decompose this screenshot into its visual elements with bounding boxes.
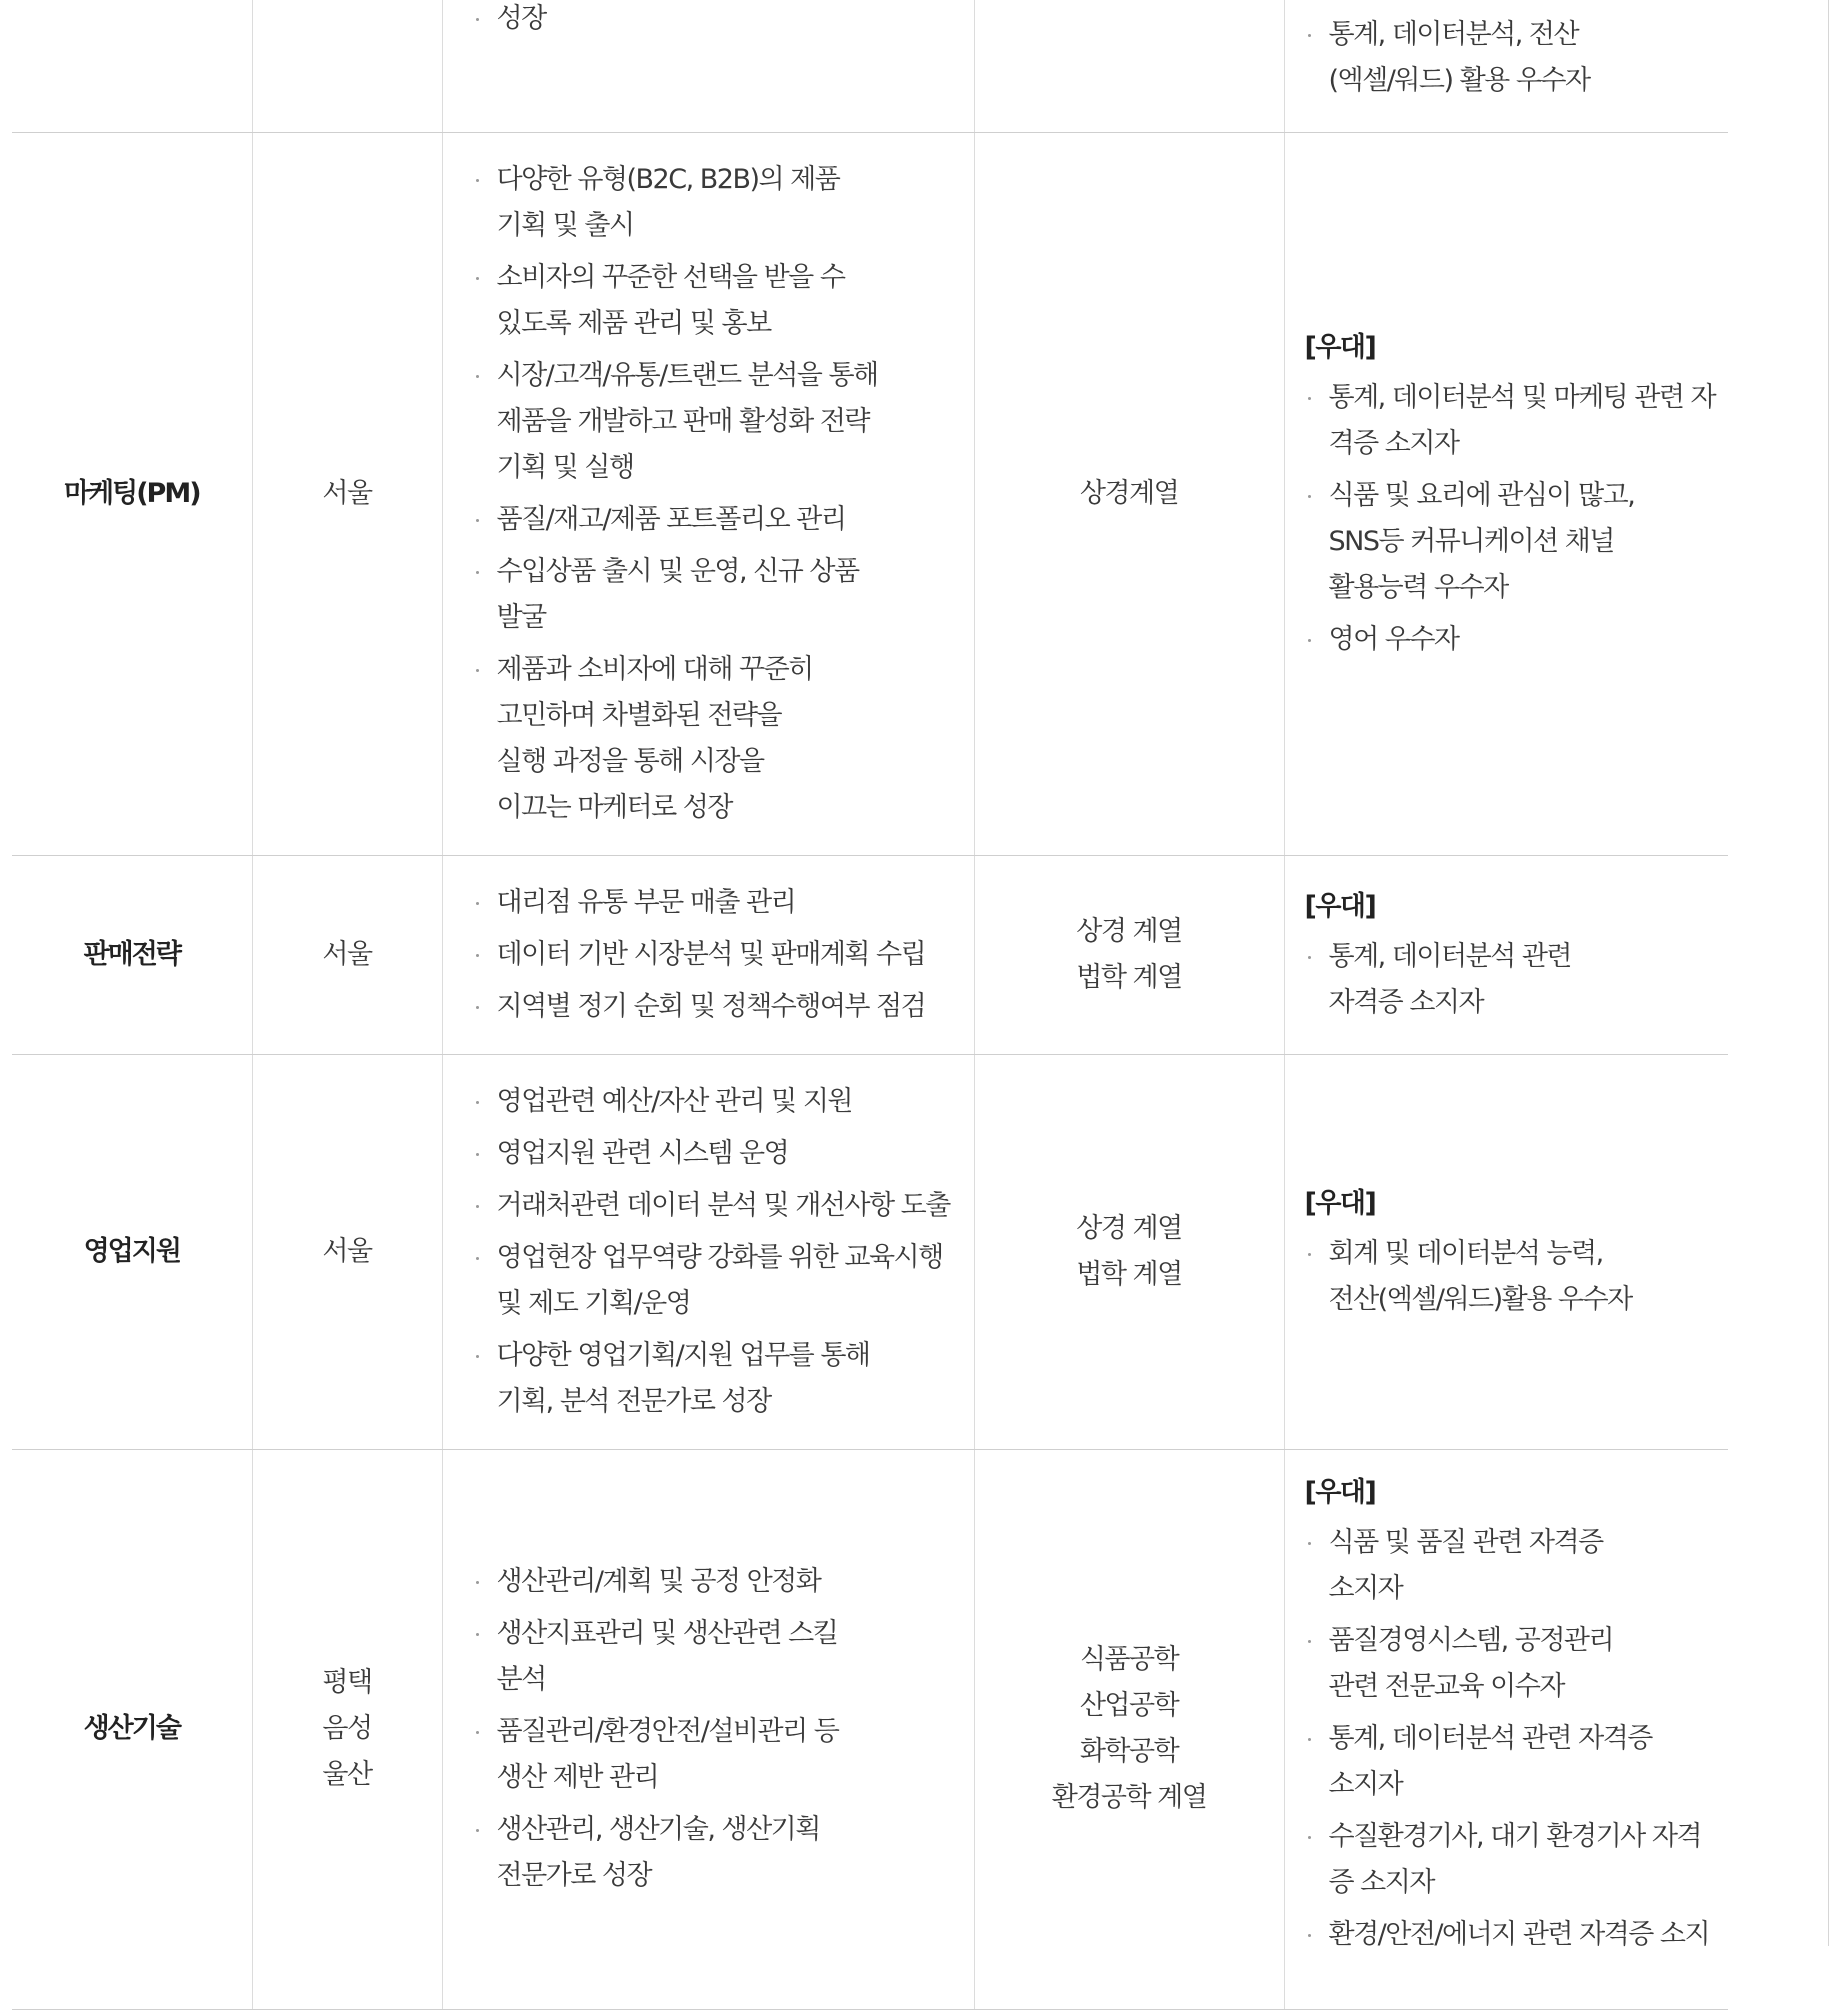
- job-title-cell: [12, 1054, 252, 1449]
- list-item-text: 생산지표관리 및 생산관련 스킬: [496, 1618, 838, 1649]
- location-cell: [252, 855, 442, 1054]
- list-item-text: 통계, 데이터분석 관련: [1328, 940, 1571, 972]
- job-title: 영업지원: [83, 1235, 180, 1267]
- list-item-text: 및 제도 기획/운영: [496, 1287, 691, 1319]
- majors-cell: [974, 1449, 1284, 2009]
- list-item: [473, 1079, 954, 1125]
- list-item-text: 영어 우수자: [1328, 623, 1459, 655]
- list-item: [473, 255, 954, 347]
- list-item: [473, 880, 954, 926]
- list-item-text: 생산관리/계획 및 공정 안정화: [496, 1566, 821, 1597]
- preferred-cell: [1284, 1449, 1728, 2009]
- preferred-title: [우대]: [1304, 331, 1376, 363]
- list-item-text: 제품을 개발하고 판매 활성화 전략: [496, 405, 869, 437]
- majors-cell: [974, 0, 1284, 132]
- list-item: [473, 497, 954, 543]
- majors-cell: [974, 132, 1284, 855]
- list-item-text: 통계, 데이터분석, 전산: [1328, 18, 1579, 50]
- preferred-cell: [1284, 0, 1728, 132]
- location-cell: [252, 0, 442, 132]
- location-text: 서울: [322, 1235, 372, 1267]
- major-text: 식품공학: [1079, 1644, 1179, 1675]
- preferred-cell: [1284, 855, 1728, 1054]
- list-item-text: 환경/안전/에너지 관련 자격증 소지: [1328, 1918, 1710, 1950]
- preferred-title: [우대]: [1304, 1476, 1376, 1508]
- list-item: [1305, 1618, 1717, 1710]
- duties-list: [473, 157, 954, 831]
- right-edge-rule: [1828, 0, 1829, 1946]
- list-item-text: 증 소지자: [1328, 1866, 1434, 1898]
- table-row: [12, 1054, 1728, 1449]
- majors-cell: [974, 1054, 1284, 1449]
- list-item: [1305, 473, 1717, 611]
- list-item: [1305, 1231, 1717, 1323]
- list-item-text: 고민하며 차별화된 전략을: [496, 699, 782, 731]
- major-text: 산업공학: [1079, 1690, 1179, 1721]
- location-text: 서울: [322, 477, 372, 509]
- list-item: [1305, 375, 1717, 467]
- list-item-text: 영업지원 관련 시스템 운영: [496, 1137, 789, 1169]
- list-item-text: 전문가로 성장: [496, 1860, 652, 1891]
- list-item: [473, 1131, 954, 1177]
- location-text: 서울: [322, 938, 372, 970]
- location-cell: [252, 132, 442, 855]
- job-title-cell: [12, 132, 252, 855]
- list-item-text: 이끄는 마케터로 성장: [496, 791, 732, 823]
- list-item-text: 회계 및 데이터분석 능력,: [1328, 1237, 1603, 1269]
- duties-cell: [442, 1449, 974, 2009]
- duties-list: [473, 880, 954, 1030]
- list-item: [473, 984, 954, 1030]
- table-row: [12, 1449, 1728, 2009]
- list-item: [1305, 1716, 1717, 1808]
- recruitment-table: [12, 0, 1728, 2010]
- job-title: 마케팅(PM): [63, 477, 200, 509]
- list-item-text: 시장/고객/유통/트랜드 분석을 통해: [496, 359, 878, 391]
- list-item: [1305, 1814, 1717, 1906]
- list-item: [473, 1611, 954, 1703]
- list-item-text: SNS등 커뮤니케이션 채널: [1328, 525, 1614, 557]
- list-item: [473, 549, 954, 641]
- list-item-text: 관련 전문교육 이수자: [1328, 1670, 1564, 1702]
- list-item: [473, 1235, 954, 1327]
- list-item-text: 데이터 기반 시장분석 및 판매계획 수립: [496, 938, 926, 970]
- location-text: 울산: [322, 1759, 372, 1790]
- list-item-text: 통계, 데이터분석 및 마케팅 관련 자: [1328, 381, 1716, 413]
- list-item-text: 기획, 분석 전문가로 성장: [496, 1385, 771, 1417]
- major-text: 상경 계열: [1076, 1212, 1182, 1244]
- list-item-text: 품질/재고/제품 포트폴리오 관리: [496, 503, 846, 535]
- duties-list: [473, 1559, 954, 1899]
- list-item-text: 생산 제반 관리: [496, 1762, 659, 1793]
- list-item-text: 기획 및 실행: [496, 451, 634, 483]
- list-item-text: 거래처관련 데이터 분석 및 개선사항 도출: [496, 1189, 950, 1221]
- list-item-text: 소지자: [1328, 1572, 1403, 1604]
- job-title-cell: [12, 0, 252, 132]
- list-item-text: 지역별 정기 순회 및 정책수행여부 점검: [496, 990, 926, 1022]
- major-text: 법학 계열: [1076, 961, 1182, 993]
- list-item-text: 영업현장 업무역량 강화를 위한 교육시행: [496, 1241, 943, 1273]
- list-item-text: 품질관리/환경안전/설비관리 등: [496, 1716, 839, 1747]
- table-row: [12, 855, 1728, 1054]
- majors-cell: [974, 855, 1284, 1054]
- preferred-list: [1305, 1520, 1717, 1958]
- preferred-list: [1305, 12, 1717, 104]
- list-item: [473, 1709, 954, 1801]
- list-item-text: 품질경영시스템, 공정관리: [1328, 1624, 1614, 1656]
- major-text: 법학 계열: [1076, 1258, 1182, 1290]
- preferred-list: [1305, 375, 1717, 663]
- list-item: [473, 1559, 954, 1605]
- list-item-text: 생산관리, 생산기술, 생산기획: [496, 1814, 820, 1845]
- preferred-cell: [1284, 132, 1728, 855]
- major-text: 화학공학: [1079, 1736, 1179, 1767]
- list-item-text: 분석: [496, 1664, 546, 1695]
- list-item-text: 식품 및 요리에 관심이 많고,: [1328, 479, 1635, 511]
- major-text: 상경계열: [1079, 477, 1179, 509]
- list-item-text: 발굴: [496, 601, 546, 633]
- list-item: [1305, 12, 1717, 104]
- list-item-text: 식품 및 품질 관련 자격증: [1328, 1526, 1603, 1558]
- preferred-cell: [1284, 1054, 1728, 1449]
- job-title: 판매전략: [83, 938, 180, 970]
- list-item: [473, 932, 954, 978]
- list-item-text: 소지자: [1328, 1768, 1403, 1800]
- list-item: [473, 157, 954, 249]
- list-item-text: (엑셀/워드) 활용 우수자: [1328, 64, 1590, 96]
- duties-cell: [442, 855, 974, 1054]
- list-item: [473, 1333, 954, 1425]
- duties-cell: [442, 132, 974, 855]
- job-title-cell: [12, 855, 252, 1054]
- list-item-text: 전산(엑셀/워드)활용 우수자: [1328, 1283, 1632, 1315]
- location-cell: [252, 1449, 442, 2009]
- list-item: [473, 353, 954, 491]
- list-item: [473, 647, 954, 831]
- major-text: 환경공학 계열: [1051, 1782, 1207, 1813]
- list-item-text: 다양한 영업기획/지원 업무를 통해: [496, 1339, 870, 1371]
- preferred-title: [우대]: [1304, 890, 1376, 922]
- list-item-text: 활용능력 우수자: [1328, 571, 1508, 603]
- list-item-text: 있도록 제품 관리 및 홍보: [496, 307, 771, 339]
- location-cell: [252, 1054, 442, 1449]
- duties-list: [473, 0, 954, 42]
- list-item: [1305, 1912, 1717, 1958]
- job-title: 생산기술: [83, 1713, 180, 1744]
- list-item-text: 기획 및 출시: [496, 209, 634, 241]
- list-item-text: 수입상품 출시 및 운영, 신규 상품: [496, 555, 859, 587]
- list-item: [473, 1183, 954, 1229]
- duties-cell: [442, 1054, 974, 1449]
- major-text: 상경 계열: [1076, 915, 1182, 947]
- list-item-text: 실행 과정을 통해 시장을: [496, 745, 764, 777]
- duties-cell: [442, 0, 974, 132]
- preferred-title: [우대]: [1304, 1187, 1376, 1219]
- list-item-text: 영업관련 예산/자산 관리 및 지원: [496, 1085, 852, 1117]
- list-item: [1305, 1520, 1717, 1612]
- preferred-list: [1305, 1231, 1717, 1323]
- preferred-list: [1305, 934, 1717, 1026]
- table-row: [12, 132, 1728, 855]
- list-item-text: 격증 소지자: [1328, 427, 1459, 459]
- list-item: [473, 1807, 954, 1899]
- list-item-text: 수질환경기사, 대기 환경기사 자격: [1328, 1820, 1701, 1852]
- list-item-text: 성장: [496, 3, 546, 34]
- location-text: 음성: [322, 1713, 372, 1744]
- list-item: [473, 0, 954, 42]
- list-item-text: 자격증 소지자: [1328, 986, 1484, 1018]
- job-title-cell: [12, 1449, 252, 2009]
- duties-list: [473, 1079, 954, 1425]
- list-item: [1305, 934, 1717, 1026]
- list-item-text: 다양한 유형(B2C, B2B)의 제품: [496, 163, 840, 195]
- location-text: 평택: [322, 1667, 372, 1698]
- list-item-text: 제품과 소비자에 대해 꾸준히: [496, 653, 813, 685]
- list-item-text: 통계, 데이터분석 관련 자격증: [1328, 1722, 1652, 1754]
- table-row: [12, 0, 1728, 132]
- list-item-text: 소비자의 꾸준한 선택을 받을 수: [496, 261, 845, 293]
- list-item: [1305, 617, 1717, 663]
- list-item-text: 대리점 유통 부문 매출 관리: [496, 886, 796, 918]
